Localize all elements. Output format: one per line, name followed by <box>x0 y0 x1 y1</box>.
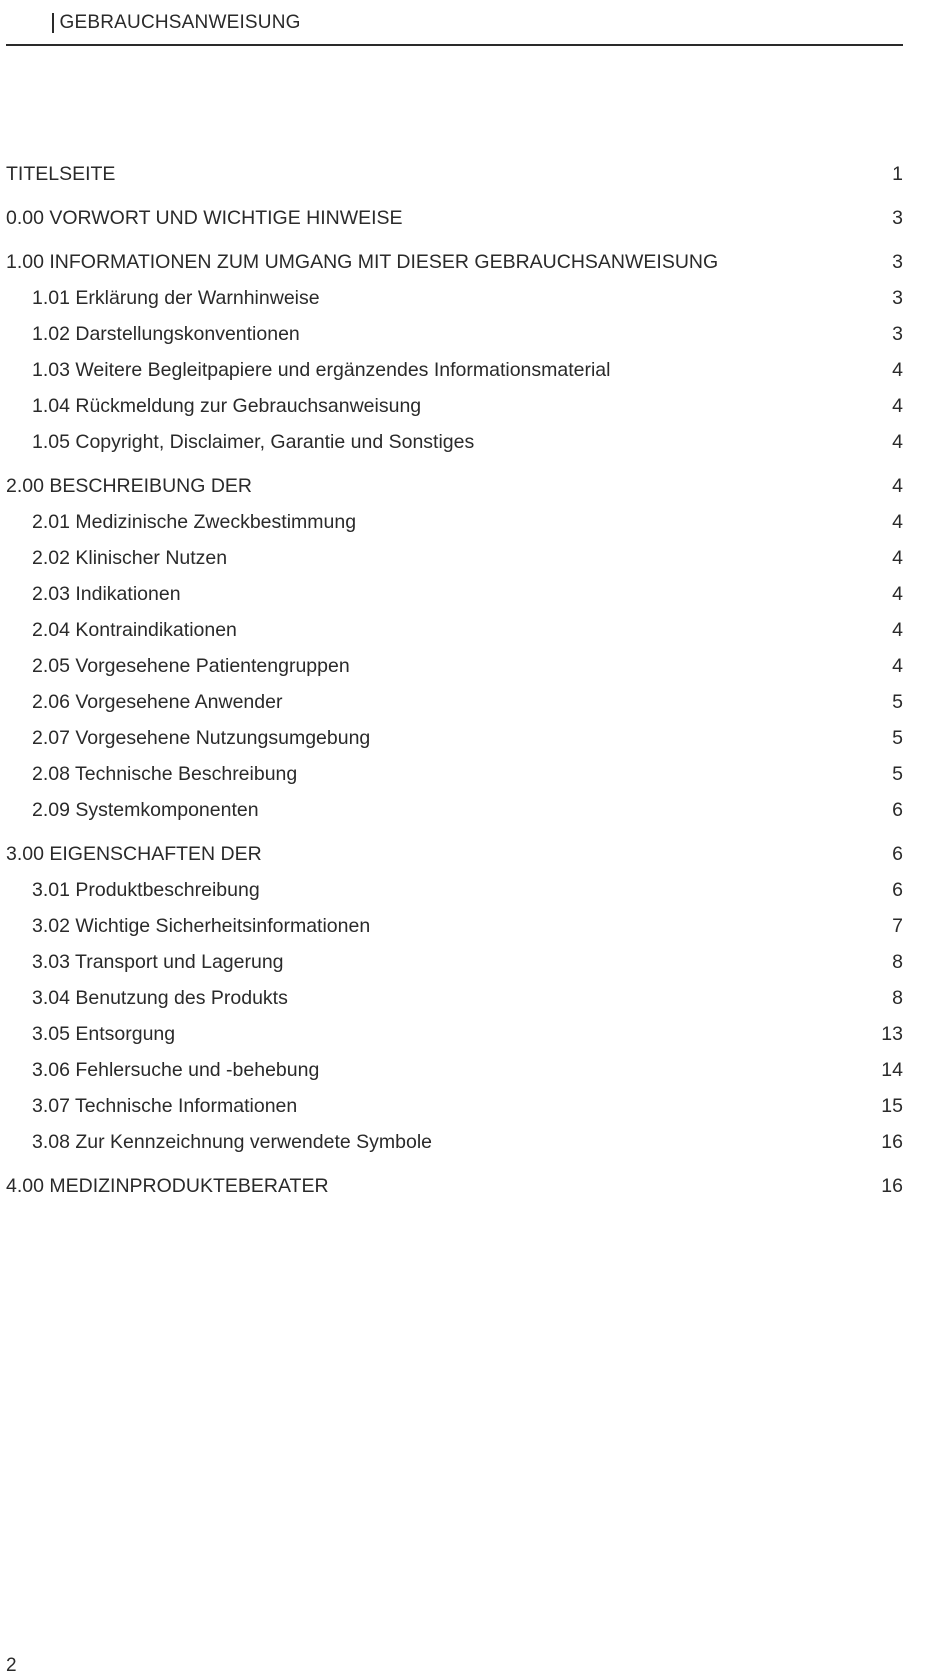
toc-subsection[interactable] <box>6 352 903 388</box>
toc-section[interactable] <box>6 156 903 192</box>
header-rule <box>6 44 903 46</box>
header-divider-bar <box>52 13 54 33</box>
toc-entry-page: 8 <box>892 987 903 1009</box>
toc-section[interactable] <box>6 200 903 236</box>
toc-section[interactable] <box>6 1168 903 1204</box>
toc-entry-page: 6 <box>892 799 903 821</box>
toc-entry-title: TITELSEITE <box>6 163 116 185</box>
toc-entry-page: 4 <box>892 619 903 641</box>
toc-entry-page: 6 <box>892 843 903 865</box>
toc-entry-page: 4 <box>892 395 903 417</box>
toc-subsection[interactable] <box>6 1052 903 1088</box>
page-number: 2 <box>6 1655 17 1676</box>
toc-entry-page: 3 <box>892 207 903 229</box>
toc-entry-title: 3.05 Entsorgung <box>32 1023 176 1045</box>
toc-entry-title: 1.00 INFORMATIONEN ZUM UMGANG MIT DIESER GEBRAUCHSANWEISUNG <box>6 251 719 273</box>
toc-entry-title: 3.08 Zur Kennzeichnung verwendete Symbole <box>32 1131 432 1153</box>
toc-entry-page: 8 <box>892 951 903 973</box>
toc-subsection[interactable] <box>6 980 903 1016</box>
toc-entry-page: 4 <box>892 431 903 453</box>
toc-entry-title: 2.06 Vorgesehene Anwender <box>32 691 283 713</box>
toc-entry-page: 4 <box>892 511 903 533</box>
toc-subsection[interactable] <box>6 316 903 352</box>
document-header <box>52 12 301 34</box>
toc-subsection[interactable] <box>6 872 903 908</box>
toc-entry-title: 2.09 Systemkomponenten <box>32 799 259 821</box>
toc-subsection[interactable] <box>6 720 903 756</box>
toc-entry-title: 3.07 Technische Informationen <box>32 1095 298 1117</box>
toc-subsection[interactable] <box>6 424 903 460</box>
toc-entry-page: 6 <box>892 879 903 901</box>
toc-subsection[interactable] <box>6 576 903 612</box>
toc-entry-page: 4 <box>892 475 903 497</box>
toc-entry-page: 4 <box>892 359 903 381</box>
toc-entry-title: 2.02 Klinischer Nutzen <box>32 547 228 569</box>
toc-entry-page: 13 <box>881 1023 903 1045</box>
toc-entry-title: 2.05 Vorgesehene Patientengruppen <box>32 655 350 677</box>
toc-entry-title: 2.01 Medizinische Zweckbestimmung <box>32 511 357 533</box>
toc-entry-title: 2.07 Vorgesehene Nutzungsumgebung <box>32 727 371 749</box>
toc-entry-title: 0.00 VORWORT UND WICHTIGE HINWEISE <box>6 207 403 229</box>
toc-entry-title: 1.02 Darstellungskonventionen <box>32 323 300 345</box>
toc-entry-page: 14 <box>881 1059 903 1081</box>
toc-section[interactable] <box>6 836 903 872</box>
toc-section[interactable] <box>6 468 903 504</box>
toc-subsection[interactable] <box>6 388 903 424</box>
toc-subsection[interactable] <box>6 1124 903 1160</box>
toc-entry-page: 4 <box>892 655 903 677</box>
toc-subsection[interactable] <box>6 612 903 648</box>
toc-entry-title: 2.00 BESCHREIBUNG DER <box>6 475 252 497</box>
toc-entry-page: 5 <box>892 727 903 749</box>
toc-entry-title: 2.08 Technische Beschreibung <box>32 763 298 785</box>
toc-subsection[interactable] <box>6 504 903 540</box>
toc-subsection[interactable] <box>6 944 903 980</box>
toc-entry-page: 1 <box>892 163 903 185</box>
toc-entry-page: 5 <box>892 691 903 713</box>
toc-subsection[interactable] <box>6 756 903 792</box>
toc-subsection[interactable] <box>6 1016 903 1052</box>
toc-entry-page: 3 <box>892 287 903 309</box>
toc-subsection[interactable] <box>6 684 903 720</box>
toc-entry-title: 2.03 Indikationen <box>32 583 181 605</box>
toc-subsection[interactable] <box>6 792 903 828</box>
toc-entry-page: 16 <box>881 1131 903 1153</box>
toc-entry-title: 1.05 Copyright, Disclaimer, Garantie und Sonstiges <box>32 431 475 453</box>
toc-entry-title: 1.04 Rückmeldung zur Gebrauchsanweisung <box>32 395 422 417</box>
toc-entry-page: 15 <box>881 1095 903 1117</box>
toc-entry-page: 7 <box>892 915 903 937</box>
toc-entry-page: 3 <box>892 251 903 273</box>
toc-entry-title: 3.06 Fehlersuche und -behebung <box>32 1059 320 1081</box>
table-of-contents <box>6 156 903 1204</box>
toc-section[interactable] <box>6 244 903 280</box>
toc-entry-title: 3.03 Transport und Lagerung <box>32 951 284 973</box>
toc-entry-title: 4.00 MEDIZINPRODUKTEBERATER <box>6 1175 329 1197</box>
toc-subsection[interactable] <box>6 908 903 944</box>
toc-entry-page: 4 <box>892 583 903 605</box>
toc-subsection[interactable] <box>6 648 903 684</box>
toc-subsection[interactable] <box>6 540 903 576</box>
toc-entry-title: 2.04 Kontraindikationen <box>32 619 237 641</box>
toc-entry-title: 1.01 Erklärung der Warnhinweise <box>32 287 320 309</box>
toc-entry-page: 3 <box>892 323 903 345</box>
toc-subsection[interactable] <box>6 280 903 316</box>
toc-entry-title: 3.00 EIGENSCHAFTEN DER <box>6 843 262 865</box>
toc-entry-title: 3.02 Wichtige Sicherheitsinformationen <box>32 915 371 937</box>
toc-entry-page: 16 <box>881 1175 903 1197</box>
toc-entry-title: 3.01 Produktbeschreibung <box>32 879 260 901</box>
toc-entry-page: 5 <box>892 763 903 785</box>
toc-entry-title: 1.03 Weitere Begleitpapiere und ergänzendes Informationsmaterial <box>32 359 611 381</box>
toc-subsection[interactable] <box>6 1088 903 1124</box>
toc-entry-title: 3.04 Benutzung des Produkts <box>32 987 288 1009</box>
document-title: GEBRAUCHSANWEISUNG <box>59 12 301 33</box>
toc-entry-page: 4 <box>892 547 903 569</box>
